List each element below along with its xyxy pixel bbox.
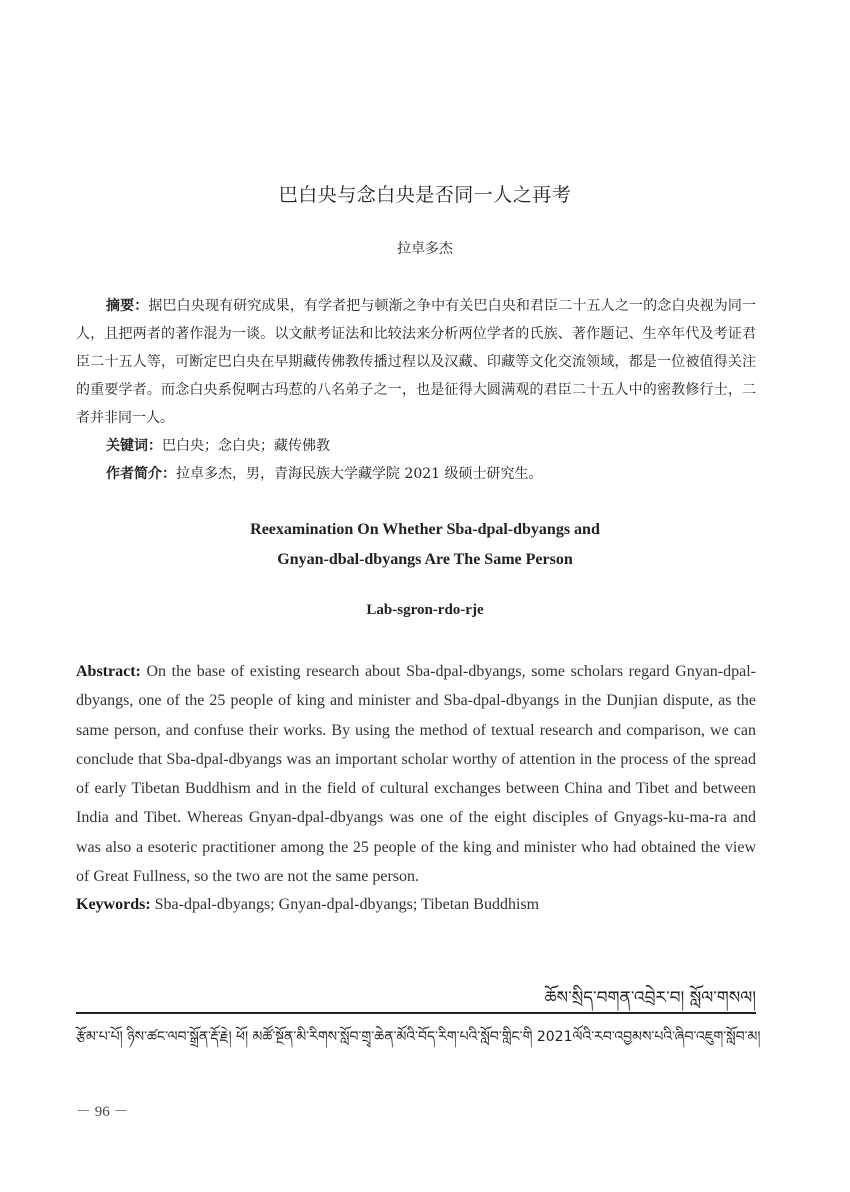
chinese-author-bio [106,464,543,484]
chinese-bio-text: 拉卓多杰，男，青海民族大学藏学院 2021 级硕士研究生。 [176,466,543,482]
english-keywords-label: Keywords: [76,896,151,913]
english-abstract-label: Abstract: [76,663,141,680]
english-abstract-text: On the base of existing research about Sba-dpal-dbyangs, some scholars regard Gnyan-dpal-dbyangs, one of the 25 people of king and minister and Sba-dpal-dbyangs in the Dunjian dispute, as the same person, and confuse their works. By using the method of textual research and comparison, we can conclude that Sba-dpal-dbyangs was an important scholar worthy of attention in the process of the spread of early Tibetan Buddhism and in the field of cultural exchanges between China and Tibet and between India and Tibet. Whereas Gnyan-dpal-dbyangs was one of the eight disciples of Gnyags-ku-ma-ra and was also a esoteric practitioner among the 25 people of the king and minister who had obtained the view of Great Fullness, so the two are not the same person. [76,663,756,886]
chinese-keywords-label: 关键词： [106,438,162,454]
tibetan-author-footnote: རྩོམ་པ་པོ། ཉིས་ཚང་ལབ་སྒྲོན་རྡོ་རྗེ། ཕོ། མཚོ་སྔོན་མི་རིགས་སློབ་གྲྭ་ཆེན་མོའི་བོད་རིག་པའི་སློབ་གླིང་གི 2021ལོའི་རབ་འབྱམས་པའི་ཞིབ་འཇུག་སློབ་མ། [76,1029,761,1045]
english-author: Lab-sgron-rdo-rje [366,602,484,618]
footnote-divider [76,1012,756,1014]
chinese-abstract [76,292,756,432]
chinese-author: 拉卓多杰 [397,241,453,257]
english-title-line-2: Gnyan-dbal-dbyangs Are The Same Person [277,551,573,568]
tibetan-section-heading: ཆོས་སྲིད་བགན་འབྲེར་བ། སློལ་གསལ། [544,988,756,1008]
english-abstract [76,657,756,891]
chinese-abstract-text: 据巴白央现有研究成果，有学者把与顿渐之争中有关巴白央和君臣二十五人之一的念白央视为同一人，且把两者的著作混为一谈。以文献考证法和比较法来分析两位学者的氏族、著作题记、生卒年代及考证君臣二十五人等，可断定巴白央在早期藏传佛教传播过程以及汉藏、印藏等文化交流领域，都是一位被值得关注的重要学者。而念白央系倪啊古玛惹的八名弟子之一，也是征得大圆满观的君臣二十五人中的密教修行士，二者并非同一人。 [76,298,757,426]
english-title [0,515,850,575]
english-keywords-text: Sba-dpal-dbyangs; Gnyan-dpal-dbyangs; Tibetan Buddhism [150,896,540,913]
page-number: － 96 － [76,1104,129,1120]
chinese-bio-label: 作者简介： [106,466,176,482]
chinese-title: 巴白央与念白央是否同一人之再考 [278,184,572,206]
english-keywords [76,893,776,917]
chinese-keywords [106,436,330,456]
chinese-keywords-text: 巴白央；念白央；藏传佛教 [162,438,330,454]
chinese-abstract-label: 摘要： [106,298,149,314]
english-title-line-1: Reexamination On Whether Sba-dpal-dbyangs and [250,521,600,538]
